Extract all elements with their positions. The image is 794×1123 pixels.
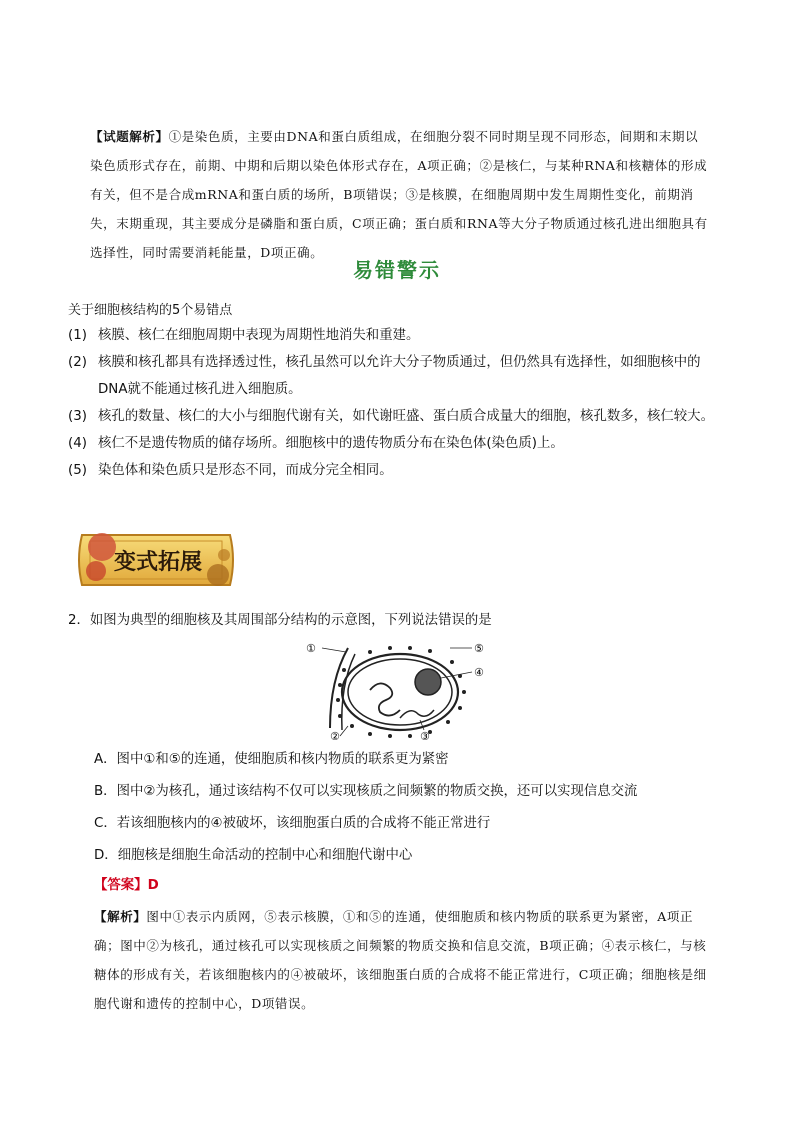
item-text: 核孔的数量、核仁的大小与细胞代谢有关，如代谢旺盛、蛋白质合成量大的细胞，核孔数多，核仁较大。 xyxy=(98,409,714,424)
label-4: ④ xyxy=(474,666,484,679)
section-intro: 关于细胞核结构的5个易错点 xyxy=(68,303,233,318)
option-d: D．细胞核是细胞生命活动的控制中心和细胞代谢中心 xyxy=(94,848,413,863)
answer-value: D xyxy=(147,878,159,893)
list-item xyxy=(68,457,728,484)
ribosome-dots xyxy=(336,646,466,738)
analysis2-label: 【解析】 xyxy=(94,909,147,924)
label-3: ③ xyxy=(420,730,430,740)
analysis2-text: 图中①表示内质网，⑤表示核膜，①和⑤的连通，使细胞质和核内物质的联系更为紧密，A项正确；图中②为核孔，通过核孔可以实现核质之间频繁的物质交换和信息交流，B项正确；④表示核仁，与核糖体的形成有关，若该细胞核内的④被破坏，该细胞蛋白质的合成将不能正常进行，C项正确；细胞核是细胞代谢和遗传的控制中心，D项错误。 xyxy=(94,909,707,1011)
item-text: 染色体和染色质只是形态不同，而成分完全相同。 xyxy=(98,463,393,478)
variant-extension-banner xyxy=(72,525,240,595)
item-number: (3) xyxy=(68,409,87,424)
item-number: (1) xyxy=(68,328,87,343)
analysis-paragraph-2 xyxy=(94,902,714,1018)
list-item xyxy=(68,430,728,457)
answer-line xyxy=(94,874,159,893)
list-item xyxy=(68,322,728,349)
item-number: (2) xyxy=(68,355,87,370)
error-points-list xyxy=(68,322,728,484)
label-1: ① xyxy=(306,642,316,655)
flower-icon xyxy=(88,533,116,561)
options-list xyxy=(94,744,637,872)
option-c: C．若该细胞核内的④被破坏，该细胞蛋白质的合成将不能正常进行 xyxy=(94,816,491,831)
item-text: 核膜和核孔都具有选择透过性，核孔虽然可以允许大分子物质通过，但仍然具有选择性，如细胞核中的DNA就不能通过核孔进入细胞质。 xyxy=(98,355,701,397)
item-number: (5) xyxy=(68,463,87,478)
banner-text: 变式拓展 xyxy=(113,549,203,575)
label-2: ② xyxy=(330,730,340,740)
nucleus-diagram xyxy=(300,640,500,740)
item-text: 核膜、核仁在细胞周期中表现为周期性地消失和重建。 xyxy=(98,328,420,343)
item-text: 核仁不是遗传物质的储存场所。细胞核中的遗传物质分布在染色体(染色质)上。 xyxy=(98,436,564,451)
list-item xyxy=(68,403,728,430)
section-title: 易错警示 xyxy=(353,258,441,282)
question-stem: 2．如图为典型的细胞核及其周围部分结构的示意图，下列说法错误的是 xyxy=(68,613,492,628)
analysis-paragraph-1 xyxy=(90,122,710,267)
option-b: B．图中②为核孔，通过该结构不仅可以实现核质之间频繁的物质交换，还可以实现信息交流 xyxy=(94,784,638,799)
list-item xyxy=(68,349,728,403)
nucleolus-shape xyxy=(415,669,441,695)
label-5: ⑤ xyxy=(474,642,484,655)
answer-label: 【答案】 xyxy=(94,878,148,893)
analysis-text: ①是染色质，主要由DNA和蛋白质组成，在细胞分裂不同时期呈现不同形态，间期和末期以染色质形式存在，前期、中期和后期以染色体形式存在，A项正确；②是核仁，与某种RNA和核糖体的形成有关，但不是合成mRNA和蛋白质的场所，B项错误；③是核膜，在细胞周期中发生周期性变化，前期消失，末期重现，其主要成分是磷脂和蛋白质，C项正确；蛋白质和RNA等大分子物质通过核孔进出细胞具有选择性，同时需要消耗能量，D项正确。 xyxy=(90,129,708,260)
option-a: A．图中①和⑤的连通，使细胞质和核内物质的联系更为紧密 xyxy=(94,752,449,767)
item-number: (4) xyxy=(68,436,87,451)
analysis-label: 【试题解析】 xyxy=(90,129,169,144)
